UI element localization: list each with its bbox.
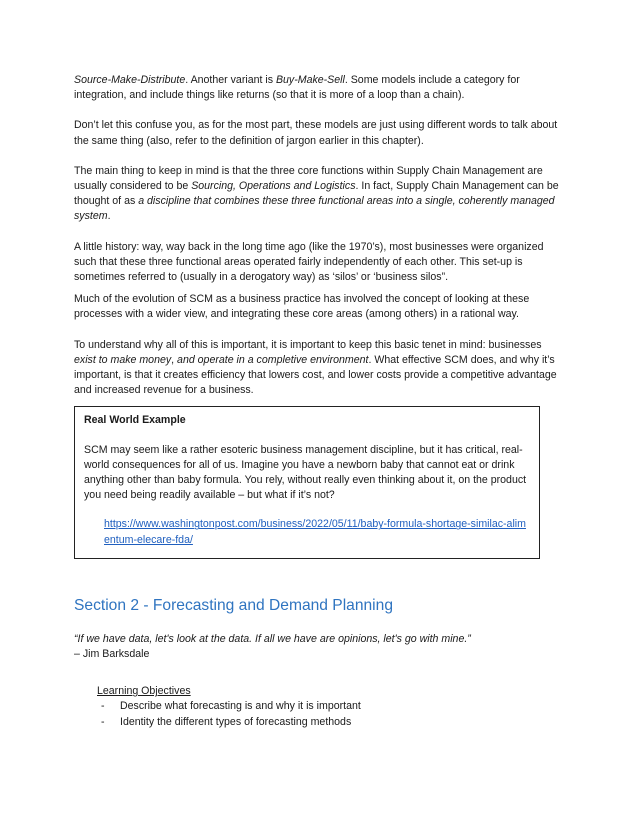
term-buy-make-sell: Buy-Make-Sell xyxy=(275,74,345,86)
learning-objectives xyxy=(97,684,562,730)
objective-text: Identity the different types of forecasting methods xyxy=(120,715,352,728)
text-fragment: , xyxy=(171,353,178,366)
washington-post-link[interactable]: https://www.washingtonpost.com/business/2022/05/11/baby-formula-shortage-similac-alimentum-elecare-fda/ xyxy=(104,518,526,546)
paragraph-importance xyxy=(74,338,562,399)
text-fragment: . Some models include a category for integration, and include things like returns (so that it is more of a loop than a chain). xyxy=(74,74,520,102)
paragraph-history: A little history: way, way back in the long time ago (like the 1970’s), most businesses were organized such that these three functional areas operated fairly independently of each other. This set-up is sometimes referred to (usually in a derogatory way) as ‘silos’ or ‘business silos”. xyxy=(74,240,544,284)
emphasis-competitive-environment: and operate in a completive environment xyxy=(177,353,369,366)
paragraph-scm-models xyxy=(74,73,562,103)
objective-text: Describe what forecasting is and why it is important xyxy=(120,700,361,713)
epigraph-quote: “If we have data, let's look at the data. If all we have are opinions, let's go with mine.” xyxy=(74,632,471,645)
quote-attribution: – Jim Barksdale xyxy=(74,648,150,661)
callout-body: SCM may seem like a rather esoteric business management discipline, but it has critical, real-world consequences for all of us. Imagine you have a newborn baby that cannot eat or drink anything other than baby formula. You rely, without really even thinking about it, on the product you need being readily available – but what if it’s not? xyxy=(84,443,527,502)
text-fragment: . xyxy=(107,210,111,223)
term-source-make-distribute: Source-Make-Distribute xyxy=(74,74,186,86)
emphasis-exist-to-make-money: exist to make money xyxy=(74,353,172,366)
text-fragment: . What effective SCM does, and why it’s important, is that it creates efficiency that lowers cost, and lower costs provide a competitive advantage and increased revenue for a business. xyxy=(74,353,557,397)
callout-title: Real World Example xyxy=(84,414,186,427)
section-heading: Section 2 - Forecasting and Demand Planning xyxy=(74,596,393,614)
paragraph-core-functions xyxy=(74,164,562,225)
text-fragment: . Another variant is xyxy=(185,74,276,86)
list-bullet: - xyxy=(101,700,105,713)
list-item xyxy=(97,699,562,714)
learning-objectives-title: Learning Objectives xyxy=(97,685,191,698)
list-item xyxy=(97,715,562,730)
real-world-example-box xyxy=(74,406,540,558)
paragraph-evolution: Much of the evolution of SCM as a business practice has involved the concept of looking at these processes with a wider view, and integrating these core areas (among others) in a rational way. xyxy=(74,293,530,321)
text-fragment: To understand why all of this is important, it is important to keep this basic tenet in mind: businesses xyxy=(74,338,542,351)
text-fragment: . In fact, Supply Chain Management can be thought of as xyxy=(74,180,559,208)
document-page xyxy=(74,73,562,730)
definition-scm: a discipline that combines these three functional areas into a single, coherently managed system xyxy=(74,195,555,223)
list-bullet: - xyxy=(101,715,105,728)
paragraph-dont-confuse: Don’t let this confuse you, as for the most part, these models are just using different words to talk about the same thing (also, refer to the definition of jargon earlier in this chapter). xyxy=(74,119,558,147)
term-core-functions: Sourcing, Operations and Logistics xyxy=(191,180,356,193)
text-fragment: The main thing to keep in mind is that the three core functions within Supply Chain Management are usually considered to be xyxy=(74,164,543,193)
